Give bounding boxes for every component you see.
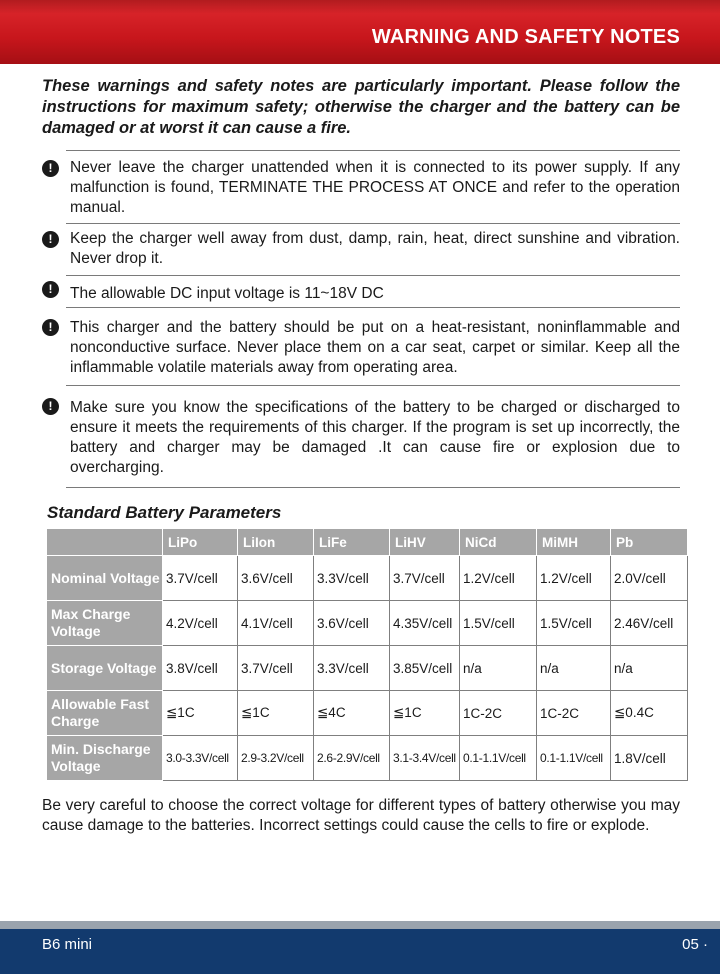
table-cell: n/a: [537, 646, 611, 691]
table-row: [47, 556, 688, 601]
section-title: Standard Battery Parameters: [47, 503, 282, 522]
exclamation-icon: !: [42, 319, 59, 336]
safety-note: This charger and the battery should be put on a heat-resistant, noninflammable and nonconductive surface. Never place them on a car seat, carpet or similar. Keep all the inflammable volatile materials away from operating area.: [70, 319, 680, 376]
table-row: [47, 691, 688, 736]
table-cell: 3.1-3.4V/cell: [390, 736, 460, 781]
table-cell: 2.6-2.9V/cell: [314, 736, 390, 781]
table-row: [47, 601, 688, 646]
table-cell: 1.8V/cell: [611, 736, 688, 781]
exclamation-icon: !: [42, 398, 59, 415]
table-cell: 1C-2C: [537, 691, 611, 736]
table-row: [47, 646, 688, 691]
divider: [66, 385, 680, 386]
table-cell: 2.9-3.2V/cell: [238, 736, 314, 781]
column-header: LiFe: [314, 529, 390, 556]
divider: [66, 150, 680, 151]
row-header: Allowable Fast Charge: [47, 691, 163, 736]
header-banner: [0, 0, 720, 64]
table-header-row: [47, 529, 688, 556]
divider: [66, 275, 680, 276]
table-cell: 3.3V/cell: [314, 646, 390, 691]
divider: [66, 307, 680, 308]
table-cell: ≦1C: [163, 691, 238, 736]
column-header: Pb: [611, 529, 688, 556]
table-cell: 4.1V/cell: [238, 601, 314, 646]
exclamation-icon: !: [42, 231, 59, 248]
column-header: LiHV: [390, 529, 460, 556]
table-cell: 3.0-3.3V/cell: [163, 736, 238, 781]
table-corner-cell: [47, 529, 163, 556]
table-cell: 1.5V/cell: [460, 601, 537, 646]
table-cell: 3.7V/cell: [238, 646, 314, 691]
column-header: NiCd: [460, 529, 537, 556]
table-cell: 3.6V/cell: [314, 601, 390, 646]
column-header: LiPo: [163, 529, 238, 556]
battery-parameters-table: [46, 528, 688, 781]
footer-model-name: B6 mini: [42, 936, 93, 953]
table-cell: 3.6V/cell: [238, 556, 314, 601]
table-cell: 2.46V/cell: [611, 601, 688, 646]
table-cell: 2.0V/cell: [611, 556, 688, 601]
column-header: LiIon: [238, 529, 314, 556]
header-shade: [0, 0, 720, 14]
table-cell: ≦0.4C: [611, 691, 688, 736]
table-cell: 1C-2C: [460, 691, 537, 736]
table-cell: ≦1C: [390, 691, 460, 736]
table-cell: 4.2V/cell: [163, 601, 238, 646]
table-cell: 3.8V/cell: [163, 646, 238, 691]
row-header: Nominal Voltage: [47, 556, 163, 601]
table-cell: 4.35V/cell: [390, 601, 460, 646]
row-header: Storage Voltage: [47, 646, 163, 691]
divider: [66, 223, 680, 224]
table-cell: 0.1-1.1V/cell: [537, 736, 611, 781]
row-header: Max Charge Voltage: [47, 601, 163, 646]
page-title: WARNING AND SAFETY NOTES: [371, 26, 680, 48]
table-cell: 0.1-1.1V/cell: [460, 736, 537, 781]
exclamation-icon: !: [42, 160, 59, 177]
footer-stripe: [0, 921, 720, 929]
table-cell: 3.85V/cell: [390, 646, 460, 691]
divider: [66, 487, 680, 488]
table-cell: 1.2V/cell: [460, 556, 537, 601]
safety-note: The allowable DC input voltage is 11~18V DC: [70, 285, 384, 302]
closing-paragraph: Be very careful to choose the correct voltage for different types of battery otherwise you may cause damage to the batteries. Incorrect settings could cause the cells to fire or explode.: [42, 797, 680, 834]
row-header: Min. Discharge Voltage: [47, 736, 163, 781]
table-cell: n/a: [460, 646, 537, 691]
table-cell: 3.7V/cell: [390, 556, 460, 601]
safety-note: Never leave the charger unattended when it is connected to its power supply. If any malfunction is found, TERMINATE THE PROCESS AT ONCE and refer to the operation manual.: [70, 159, 680, 216]
page-number: 05 ·: [682, 936, 708, 953]
table-cell: 1.2V/cell: [537, 556, 611, 601]
safety-note: Keep the charger well away from dust, damp, rain, heat, direct sunshine and vibration. Never drop it.: [70, 230, 680, 267]
exclamation-icon: !: [42, 281, 59, 298]
safety-note: Make sure you know the specifications of the battery to be charged or discharged to ensure it meets the requirements of this charger. If the program is set up incorrectly, the battery and charger may be damaged .It can cause fire or explosion due to overcharging.: [70, 399, 680, 476]
table-cell: ≦4C: [314, 691, 390, 736]
table-cell: 3.7V/cell: [163, 556, 238, 601]
table-cell: ≦1C: [238, 691, 314, 736]
table-cell: 3.3V/cell: [314, 556, 390, 601]
table-cell: 1.5V/cell: [537, 601, 611, 646]
table-row: [47, 736, 688, 781]
intro-paragraph: These warnings and safety notes are particularly important. Please follow the instructions for maximum safety; otherwise the charger and the battery can be damaged or at worst it can cause a fire.: [42, 77, 680, 137]
table-cell: n/a: [611, 646, 688, 691]
column-header: MiMH: [537, 529, 611, 556]
